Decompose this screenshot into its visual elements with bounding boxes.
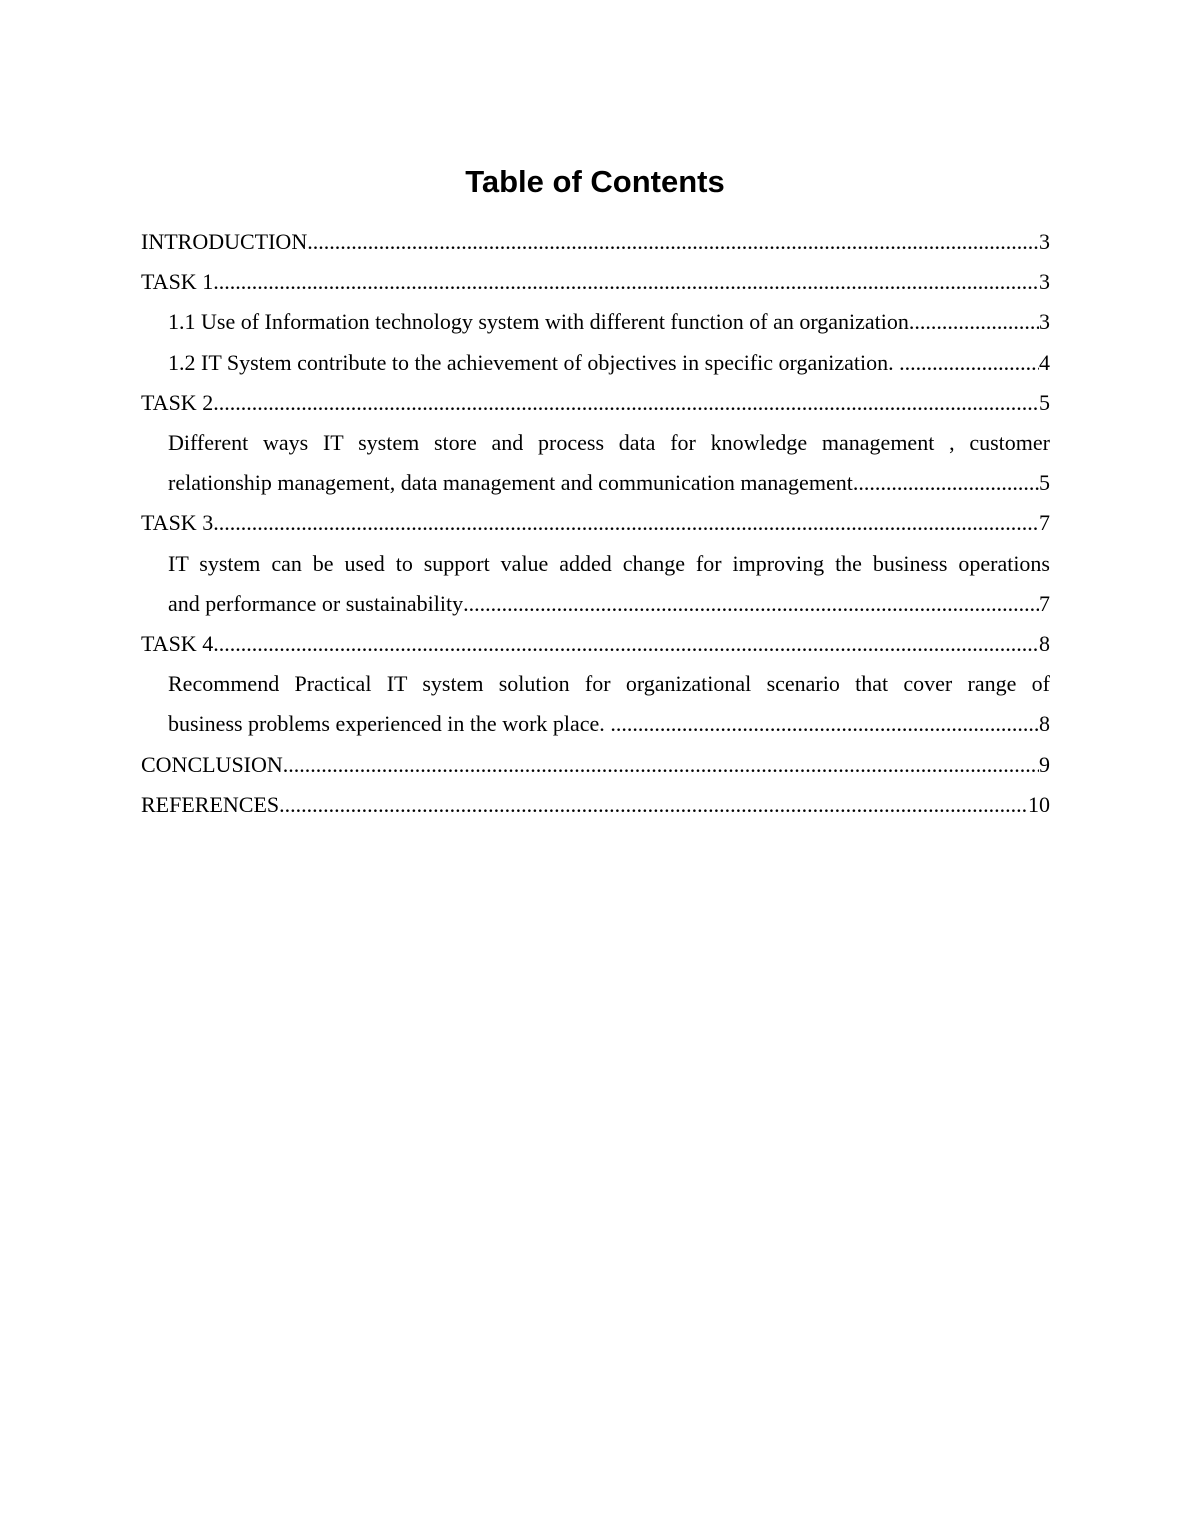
dot-leader	[463, 584, 1039, 624]
toc-title: Table of Contents	[465, 164, 725, 199]
toc-entry-task-2[interactable]	[141, 383, 1050, 423]
toc-page-number: 9	[1039, 751, 1050, 777]
toc-entry-label: 1.2 IT System contribute to the achievement of objectives in specific organization.	[168, 349, 900, 375]
toc-entry-task-4-subsection[interactable]	[141, 664, 1050, 744]
toc-page-number: 10	[1028, 791, 1050, 817]
toc-page-number: 8	[1039, 631, 1050, 657]
toc-entry-label: TASK 2	[141, 389, 214, 415]
dot-leader	[213, 624, 1039, 664]
toc-entry-1-2[interactable]	[141, 343, 1050, 383]
toc-entry-references[interactable]	[141, 785, 1050, 825]
toc-entry-label-line-2: relationship management, data management and communication management	[168, 470, 853, 496]
toc-entry-label-line-2: business problems experienced in the work place.	[168, 711, 611, 737]
toc-entry-label: TASK 3	[141, 510, 214, 536]
toc-page-number: 7	[1039, 590, 1050, 616]
table-of-contents	[141, 222, 1050, 825]
toc-entry-1-1[interactable]	[141, 302, 1050, 342]
dot-leader	[853, 463, 1039, 503]
dot-leader	[213, 503, 1039, 543]
dot-leader	[213, 262, 1039, 302]
toc-entry-label-line-1: Different ways IT system store and process data for knowledge management , customer	[168, 430, 1050, 456]
toc-page-number: 8	[1039, 711, 1050, 737]
dot-leader	[909, 302, 1039, 342]
toc-page-number: 3	[1039, 229, 1050, 254]
toc-entry-label: REFERENCES	[141, 791, 280, 817]
dot-leader	[610, 704, 1039, 744]
toc-entry-task-2-subsection[interactable]	[141, 423, 1050, 503]
dot-leader	[307, 222, 1039, 262]
toc-entry-label-line-2: and performance or sustainability	[168, 590, 464, 616]
toc-entry-label: INTRODUCTION	[141, 229, 308, 254]
toc-entry-task-3[interactable]	[141, 503, 1050, 543]
dot-leader	[283, 745, 1039, 785]
toc-entry-introduction[interactable]	[141, 222, 1050, 262]
toc-entry-task-1[interactable]	[141, 262, 1050, 302]
dot-leader	[899, 343, 1039, 383]
toc-entry-label: CONCLUSION	[141, 751, 283, 777]
toc-entry-label: TASK 4	[141, 631, 214, 657]
toc-page-number: 3	[1039, 269, 1050, 295]
dot-leader	[213, 383, 1039, 423]
toc-page-number: 4	[1039, 349, 1050, 375]
toc-entry-label-line-1: Recommend Practical IT system solution for organizational scenario that cover range of	[168, 671, 1050, 697]
toc-page-number: 7	[1039, 510, 1050, 536]
toc-entry-label-line-1: IT system can be used to support value added change for improving the business operations	[168, 550, 1050, 576]
dot-leader	[279, 785, 1028, 825]
toc-entry-task-3-subsection[interactable]	[141, 544, 1050, 624]
toc-page-number: 3	[1039, 309, 1050, 335]
toc-entry-conclusion[interactable]	[141, 745, 1050, 785]
toc-entry-label: 1.1 Use of Information technology system with different function of an organization	[168, 309, 909, 335]
toc-entry-label: TASK 1	[141, 269, 214, 295]
toc-page-number: 5	[1039, 470, 1050, 496]
toc-entry-task-4[interactable]	[141, 624, 1050, 664]
toc-page-number: 5	[1039, 389, 1050, 415]
